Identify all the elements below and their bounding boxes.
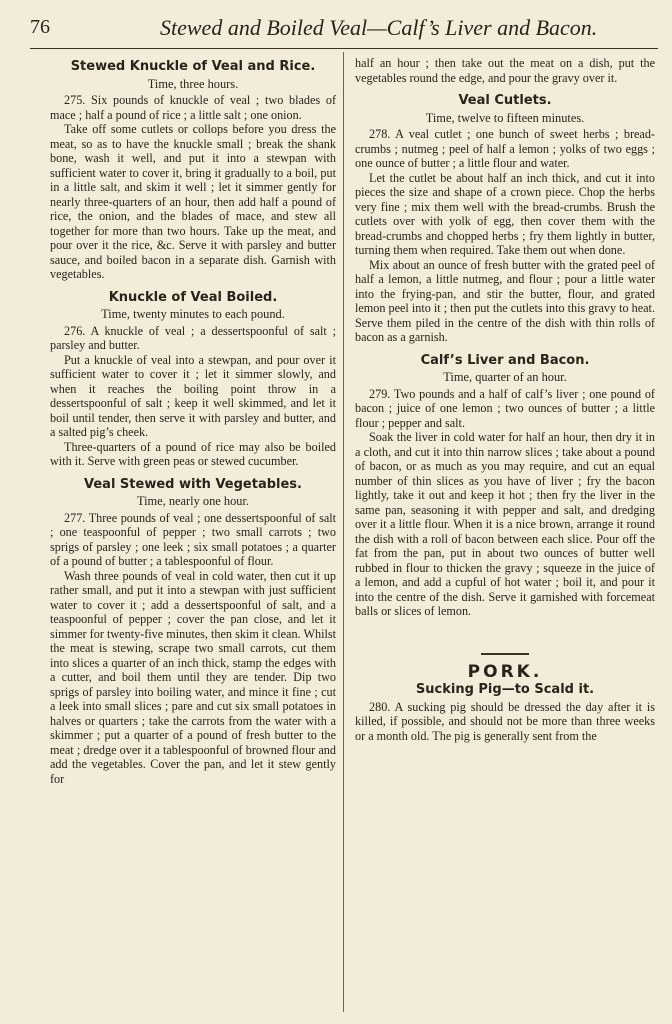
recipe-title: Knuckle of Veal Boiled. xyxy=(108,289,278,305)
ingredients-paragraph: 279. Two pounds and a half of calf’s liver ; one pound of bacon ; juice of one lemon ; two ounces of butter ; a little flour ; pepper and salt. xyxy=(355,386,655,430)
section-title: PORK. xyxy=(467,661,543,682)
running-title: Stewed and Boiled Veal—Calf’s Liver and Bacon. xyxy=(160,15,598,40)
recipe-time: Time, nearly one hour. xyxy=(136,494,250,508)
recipe-time: Time, twelve to fifteen minutes. xyxy=(425,110,585,125)
method-paragraph: Soak the liver in cold water for half an hour, then dry it in a cloth, and cut it into thin narrow slices ; take about a pound of bacon, or as much as you may require, and cut an equal number of thin slices as you have of liver ; fry the bacon lightly, take it out and keep it hot ; then fry the liver in the same pan, seasoning it with pepper and salt, and dredging over it a little flour. When it is a nice brown, arrange it round the dish with a roll of bacon between each slice. Pour off the fat from the pan, put in about two ounces of butter well rubbed in flour to thicken the gravy ; squeeze in the juice of a lemon, and add a cupful of hot water ; boil it, and pour it into the centre of the dish. Serve it garnished with forcemeat balls or slices of lemon. xyxy=(355,430,655,618)
ingredients-paragraph: 278. A veal cutlet ; one bunch of sweet herbs ; bread-crumbs ; nutmeg ; peel of half a lemon ; yolks of two eggs ; one ounce of butter ; a little flour and water. xyxy=(355,127,655,170)
ingredients-paragraph: 275. Six pounds of knuckle of veal ; two blades of mace ; half a pound of rice ; a little salt ; one onion. xyxy=(50,93,336,122)
page-number: 76 xyxy=(30,16,50,38)
method-paragraph: Let the cutlet be about half an inch thick, and cut it into pieces the size and shape of a crown piece. Chop the herbs very fine ; mix them well with the bread-crumbs. Brush the cutlets over with yolk of egg, then cover them with the bread-crumbs and chopped herbs ; fry them lightly in butter, turning them when required. Take them out when done. xyxy=(355,170,655,257)
recipe-title: Calf’s Liver and Bacon. xyxy=(420,352,590,368)
left-column xyxy=(50,56,336,786)
method-paragraph: Wash three pounds of veal in cold water, then cut it up rather small, and put it into a stewpan with just sufficient water to cover it ; add a dessertspoonful of salt, and a teaspoonful of pepper ; cover the pan close, and let it simmer for twenty-five minutes, then skim it clean. Whilst the meat is stewing, scrape two small carrots, cut them into slices a quarter of an inch thick, stamp the edges with a cutter, and boil them until they are tender. Dip two sprigs of parsley into boiling water, and mince it fine ; cut a leek into small slices ; pare and cut six small potatoes in halves or quarters ; take the carrots from the water with a skimmer ; put a quarter of a pound of fresh butter to the meat ; dredge over it a tablespoonful of browned flour and add the vegetables. Cover the pan, and let it stew gently for xyxy=(50,568,336,786)
recipe-title: Stewed Knuckle of Veal and Rice. xyxy=(70,59,316,74)
method-paragraph: Put a knuckle of veal into a stewpan, and pour over it sufficient water to cover it ; let it simmer slowly, and when it reaches the boiling point throw in a dessertspoonful of salt ; keep it well skimmed, and let it boil until tender, then serve it with parsley and butter, and a salted pig’s cheek. xyxy=(50,352,336,439)
ingredients-paragraph: 277. Three pounds of veal ; one dessertspoonful of salt ; one teaspoonful of pepper ; two small carrots ; two sprigs of parsley ; one leek ; six small potatoes ; a quarter of a pound of butter ; a tablespoonful of flour. xyxy=(50,510,336,568)
recipe-time: Time, three hours. xyxy=(147,76,239,91)
page-header xyxy=(30,14,662,46)
section-rule xyxy=(481,653,529,655)
method-paragraph: Take off some cutlets or collops before you dress the meat, so as to have the knuckle small ; break the shank bone, wash it well, and put it into a stewpan with sufficient water to cover it, bring it gradually to a boil, put in a little salt, and skim it well ; let it simmer gently for nearly three-quarters of an hour, then add half a pound of rice, the onion, and the blades of mace, and stew all together for more than two hours. Take up the meat, and pour over it the rice, &c. Serve it with parsley and butter sauce, and boiled bacon in a separate dish. Garnish with vegetables. xyxy=(50,122,336,281)
method-paragraph: Three-quarters of a pound of rice may also be boiled with it. Serve with green peas or stewed cucumber. xyxy=(50,439,336,468)
method-paragraph: Mix about an ounce of fresh butter with the grated peel of half a lemon, a little nutmeg, and flour ; pour a little water into the frying-pan, and stir the butter, flour, and grated lemon peel into it ; then put the cutlets into this gravy to heat. Serve them piled in the centre of the dish with thin rolls of bacon as a garnish. xyxy=(355,257,655,344)
ingredients-paragraph: 276. A knuckle of veal ; a dessertspoonful of salt ; parsley and butter. xyxy=(50,323,336,352)
right-column xyxy=(355,56,655,743)
recipe-time: Time, twenty minutes to each pound. xyxy=(101,307,285,321)
recipe-title: Sucking Pig—to Scald it. xyxy=(415,682,595,697)
column-divider xyxy=(343,52,344,1012)
recipe-title: Veal Stewed with Vegetables. xyxy=(84,476,302,492)
recipe-time: Time, quarter of an hour. xyxy=(443,370,567,384)
recipe-title: Veal Cutlets. xyxy=(458,93,552,108)
continuation-paragraph: half an hour ; then take out the meat on a dish, put the vegetables round the edge, and pour the gravy over it. xyxy=(355,56,655,85)
header-rule xyxy=(30,48,658,49)
method-paragraph: 280. A sucking pig should be dressed the day after it is killed, if possible, and should not be more than three weeks or a month old. The pig is generally sent from the xyxy=(355,699,655,743)
